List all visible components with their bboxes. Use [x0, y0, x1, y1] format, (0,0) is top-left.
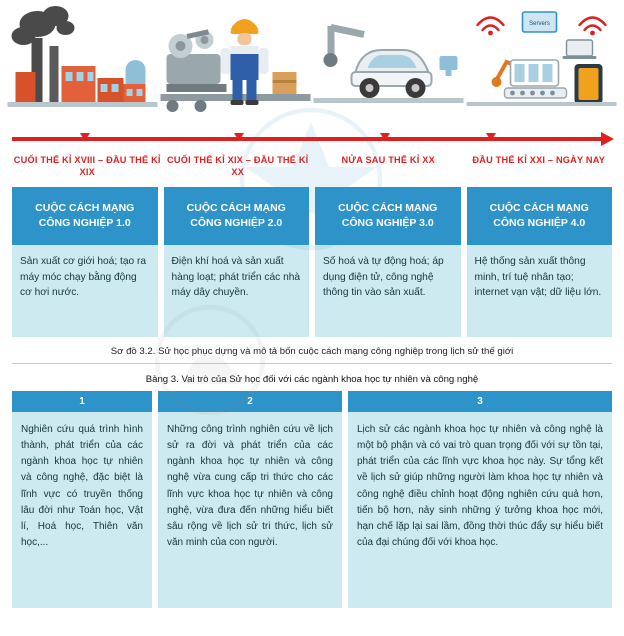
era-label-row	[0, 148, 624, 183]
revolution-card-4	[467, 187, 613, 337]
revolution-card-3-title: CUỘC CÁCH MẠNG CÔNG NGHIỆP 3.0	[315, 187, 461, 245]
revolution-card-1-text: Sản xuất cơ giới hoá; tạo ra máy móc chạy bằng động cơ hơi nước.	[12, 245, 158, 337]
revolution-card-4-title: CUỘC CÁCH MẠNG CÔNG NGHIỆP 4.0	[467, 187, 613, 245]
revolution-card-1	[12, 187, 158, 337]
illustration-automobile	[312, 0, 465, 130]
timeline-tick-4	[486, 133, 496, 141]
table-cell-2: Những công trình nghiên cứu về lịch sử ra đời và phát triển của các ngành khoa học tự nhiên và công nghệ vừa cung cấp tri thức cho các lĩnh vực khoa học tự nhiên và công nghệ, vừa đưa đến những hiểu biết sâu rộng về lịch sử tri thức, lịch sử văn minh của con người.	[158, 412, 342, 608]
revolution-card-1-title: CUỘC CÁCH MẠNG CÔNG NGHIỆP 1.0	[12, 187, 158, 245]
timeline-tick-3	[380, 133, 390, 141]
svg-text:Servers: Servers	[529, 21, 550, 27]
table-column-2	[158, 391, 342, 608]
revolution-card-3-text: Số hoá và tự động hoá; áp dụng điện tử, công nghệ thông tin vào sản xuất.	[315, 245, 461, 337]
illustration-band	[0, 0, 624, 130]
table-header-3: 3	[348, 391, 612, 412]
timeline-bar	[12, 137, 602, 141]
table-cell-3: Lịch sử các ngành khoa học tự nhiên và công nghệ là một bộ phận và có vai trò quan trọng đối với sự tồn tại, phát triển của các lĩnh vực khoa học này. Sự tổng kết về lịch sử giúp những người làm khoa học tự nhiên và công nghệ điều chỉnh hoạt động nghiên cứu quả hơn, tiến bộ hơn, nảy sinh những ý tưởng khoa học mới, hạn chế lặp lại sai lầm, đồng thời thúc đẩy sự hiểu biết của đại chúng đối với khoa học.	[348, 412, 612, 608]
timeline-arrowhead	[601, 132, 614, 146]
table-cell-1: Nghiên cứu quá trình hình thành, phát triển của các ngành khoa học tự nhiên và công nghệ, đặc biệt là lĩnh vực có truyền thống lâu đời như Toán học, Vật lí, Hoá học, Thiên văn học,...	[12, 412, 152, 608]
table-header-2: 2	[158, 391, 342, 412]
revolution-card-2-text: Điện khí hoá và sản xuất hàng loạt; phát triển các nhà máy dây chuyền.	[164, 245, 310, 337]
revolution-card-4-text: Hệ thống sản xuất thông minh, trí tuệ nhân tạo; internet vạn vật; dữ liệu lớn.	[467, 245, 613, 337]
era-label-4: ĐẦU THẾ KỈ XXI – NGÀY NAY	[472, 155, 606, 165]
timeline-arrow	[12, 132, 614, 148]
table-header-1: 1	[12, 391, 152, 412]
table-column-1	[12, 391, 152, 608]
figure-caption: Sơ đồ 3.2. Sử học phục dựng và mô tả bốn cuộc cách mạng công nghiệp trong lịch sử thế giới	[110, 345, 514, 357]
revolution-card-2	[164, 187, 310, 337]
era-label-2: CUỐI THẾ KỈ XIX – ĐẦU THẾ KỈ XX	[167, 155, 309, 178]
timeline-tick-2	[234, 133, 244, 141]
illustration-factory	[6, 0, 159, 130]
illustration-iot-smart-factory	[465, 0, 618, 130]
era-label-1: CUỐI THẾ KỈ XVIII – ĐẦU THẾ KỈ XIX	[13, 155, 161, 178]
table-column-3	[348, 391, 612, 608]
era-label-3: NỬA SAU THẾ KỈ XX	[341, 155, 435, 165]
illustration-worker-machine	[159, 0, 312, 130]
revolution-card-3	[315, 187, 461, 337]
role-table	[0, 391, 624, 608]
revolution-card-2-title: CUỘC CÁCH MẠNG CÔNG NGHIỆP 2.0	[164, 187, 310, 245]
timeline-tick-1	[80, 133, 90, 141]
table-title: Bảng 3. Vai trò của Sử học đối với các ngành khoa học tự nhiên và công nghệ	[145, 373, 479, 385]
revolution-card-row	[0, 183, 624, 337]
